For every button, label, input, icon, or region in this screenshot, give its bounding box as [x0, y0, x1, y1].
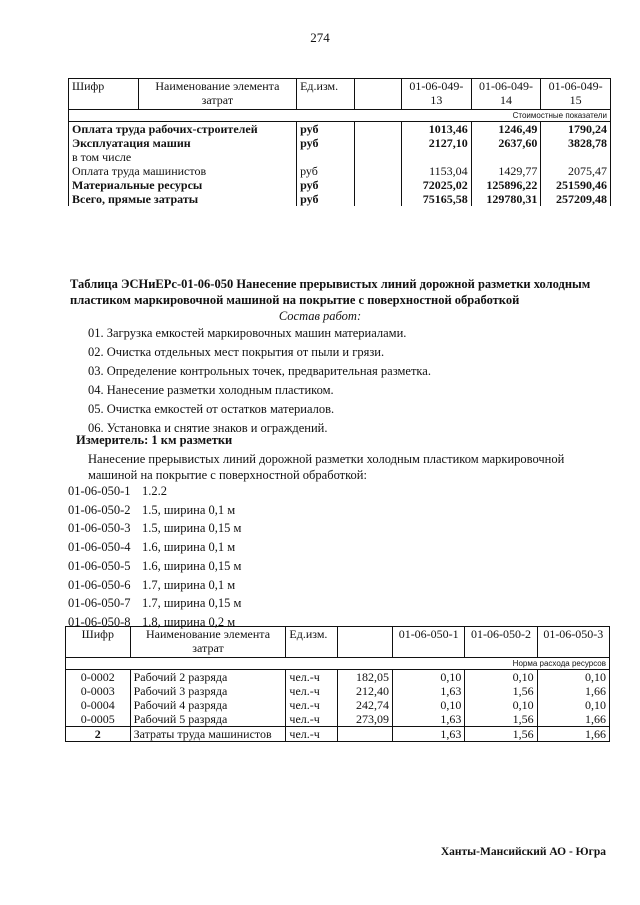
row-unit	[297, 150, 355, 164]
row-empty	[354, 122, 401, 137]
code-label: 01-06-050-4	[68, 540, 131, 555]
code-label: 01-06-050-5	[68, 558, 131, 573]
row-value: 2075,47	[541, 164, 611, 178]
row-value: 1,56	[465, 727, 537, 742]
code-list-item	[68, 540, 235, 555]
header-cell: Наименование элемента затрат	[138, 79, 296, 110]
row-value	[541, 150, 611, 164]
meter-label: Измеритель: 1 км разметки	[76, 433, 233, 447]
table-row	[66, 712, 610, 727]
header-cell: Ед.изм.	[286, 627, 338, 658]
header-cell: Шифр	[66, 627, 131, 658]
row-empty	[354, 150, 401, 164]
code-text: 1.2.2	[142, 484, 167, 498]
row-unit: руб	[297, 164, 355, 178]
code-list-item	[68, 484, 167, 499]
header-cell: 01-06-050-1	[393, 627, 465, 658]
row-name: в том числе	[69, 150, 297, 164]
header-cell: 01-06-049-13	[402, 79, 472, 110]
cost-table	[68, 78, 611, 206]
row-code: 0-0002	[66, 670, 131, 685]
row-value: 1429,77	[471, 164, 541, 178]
subheader-row	[66, 658, 610, 670]
row-value: 1,66	[537, 727, 609, 742]
work-item: 02. Очистка отдельных мест покрытия от пыли и грязи.	[88, 345, 385, 359]
row-value: 129780,31	[471, 192, 541, 206]
row-value	[402, 150, 472, 164]
row-unit: чел.-ч	[286, 670, 338, 685]
header-cell: Ед.изм.	[297, 79, 355, 110]
row-value: 0,10	[465, 670, 537, 685]
row-value: 251590,46	[541, 178, 611, 192]
header-cell: 01-06-049-14	[471, 79, 541, 110]
table-row	[66, 698, 610, 712]
header-cell	[338, 627, 393, 658]
code-label: 01-06-050-1	[68, 484, 131, 498]
row-name: Затраты труда машинистов	[130, 727, 286, 742]
header-cell: 01-06-049-15	[541, 79, 611, 110]
row-value: 1153,04	[402, 164, 472, 178]
row-code: 2	[66, 727, 131, 742]
row-value: 1013,46	[402, 122, 472, 137]
row-value: 257209,48	[541, 192, 611, 206]
row-empty	[354, 136, 401, 150]
row-code: 0-0003	[66, 684, 131, 698]
page-number: 274	[310, 30, 330, 45]
code-label: 01-06-050-6	[68, 577, 131, 592]
row-unit: чел.-ч	[286, 698, 338, 712]
work-item: 06. Установка и снятие знаков и ограждений.	[88, 421, 328, 435]
code-label: 01-06-050-2	[68, 502, 131, 517]
row-value: 1,63	[393, 712, 465, 727]
code-label: 01-06-050-8	[68, 614, 131, 629]
row-name: Оплата труда машинистов	[69, 164, 297, 178]
row-name: Рабочий 4 разряда	[130, 698, 286, 712]
row-value: 1246,49	[471, 122, 541, 137]
row-unit: чел.-ч	[286, 684, 338, 698]
row-value: 125896,22	[471, 178, 541, 192]
code-text: 1.5, ширина 0,1 м	[142, 502, 236, 517]
row-rate: 212,40	[338, 684, 393, 698]
header-cell: 01-06-050-3	[537, 627, 609, 658]
row-unit: чел.-ч	[286, 727, 338, 742]
row-rate: 242,74	[338, 698, 393, 712]
code-list-item	[68, 559, 241, 574]
code-text: 1.6, ширина 0,1 м	[142, 540, 236, 555]
row-value: 0,10	[393, 698, 465, 712]
row-value: 0,10	[537, 698, 609, 712]
code-text: 1.5, ширина 0,15 м	[142, 521, 242, 536]
header-cell: Наименование элемента затрат	[130, 627, 286, 658]
row-value: 0,10	[393, 670, 465, 685]
table-row	[69, 122, 611, 137]
row-name: Рабочий 3 разряда	[130, 684, 286, 698]
table-header-row	[69, 79, 611, 110]
row-value: 3828,78	[541, 136, 611, 150]
header-cell: Шифр	[69, 79, 139, 110]
row-value: 1,56	[465, 712, 537, 727]
table-row	[69, 150, 611, 164]
row-empty	[354, 178, 401, 192]
resource-table	[65, 626, 610, 742]
row-unit: руб	[297, 192, 355, 206]
row-value: 0,10	[537, 670, 609, 685]
row-rate	[338, 727, 393, 742]
row-value: 72025,02	[402, 178, 472, 192]
row-rate: 273,09	[338, 712, 393, 727]
table-row	[69, 164, 611, 178]
row-name: Материальные ресурсы	[69, 178, 297, 192]
row-value: 1,66	[537, 712, 609, 727]
table-row	[69, 178, 611, 192]
row-name: Рабочий 2 разряда	[130, 670, 286, 685]
row-value: 2637,60	[471, 136, 541, 150]
row-name: Эксплуатация машин	[69, 136, 297, 150]
code-label: 01-06-050-7	[68, 596, 131, 611]
row-name: Всего, прямые затраты	[69, 192, 297, 206]
table-row	[69, 192, 611, 206]
code-text: 1.7, ширина 0,15 м	[142, 596, 242, 611]
code-list-item	[68, 578, 235, 593]
header-cell: 01-06-050-2	[465, 627, 537, 658]
code-list-item	[68, 596, 241, 611]
row-value: 1,66	[537, 684, 609, 698]
row-value: 1790,24	[541, 122, 611, 137]
code-text: 1.7, ширина 0,1 м	[142, 577, 236, 592]
work-heading: Состав работ:	[278, 309, 362, 323]
code-list-item	[68, 521, 241, 536]
row-value: 1,63	[393, 727, 465, 742]
row-code: 0-0005	[66, 712, 131, 727]
table-row	[66, 727, 610, 742]
table-row	[69, 136, 611, 150]
subheader-cell: Норма расхода ресурсов	[66, 658, 610, 670]
row-value	[471, 150, 541, 164]
row-unit: чел.-ч	[286, 712, 338, 727]
subheader-cell: Стоимостные показатели	[69, 110, 611, 122]
row-value: 1,63	[393, 684, 465, 698]
table-header-row	[66, 627, 610, 658]
code-list-item	[68, 503, 235, 518]
row-value: 1,56	[465, 684, 537, 698]
row-empty	[354, 164, 401, 178]
row-name: Рабочий 5 разряда	[130, 712, 286, 727]
work-item: 03. Определение контрольных точек, предварительная разметка.	[88, 364, 431, 378]
code-label: 01-06-050-3	[68, 521, 131, 536]
code-text: 1.6, ширина 0,15 м	[142, 558, 242, 573]
row-unit: руб	[297, 136, 355, 150]
work-item: 01. Загрузка емкостей маркировочных машин материалами.	[88, 326, 407, 340]
footer-region: Ханты-Мансийский АО - Югра	[440, 846, 606, 858]
description: Нанесение прерывистых линий дорожной разметки холодным пластиком маркировочной машиной на покрытие с поверхностной обработкой:	[88, 452, 565, 482]
row-value: 2127,10	[402, 136, 472, 150]
table-row	[66, 684, 610, 698]
row-value: 75165,58	[402, 192, 472, 206]
row-unit: руб	[297, 122, 355, 137]
code-text: 1.8, ширина 0,2 м	[142, 614, 236, 629]
row-empty	[354, 192, 401, 206]
row-rate: 182,05	[338, 670, 393, 685]
row-value: 0,10	[465, 698, 537, 712]
header-cell	[354, 79, 401, 110]
section-title: Таблица ЭСНиЕРс-01-06-050 Нанесение прерывистых линий дорожной разметки холодным пластиком маркировочной машиной на покрытие с поверхностной обработкой	[70, 277, 591, 307]
work-item: 05. Очистка емкостей от остатков материалов.	[88, 402, 335, 416]
row-unit: руб	[297, 178, 355, 192]
row-code: 0-0004	[66, 698, 131, 712]
subheader-row	[69, 110, 611, 122]
table-row	[66, 670, 610, 685]
work-item: 04. Нанесение разметки холодным пластиком.	[88, 383, 334, 397]
row-name: Оплата труда рабочих-строителей	[69, 122, 297, 137]
